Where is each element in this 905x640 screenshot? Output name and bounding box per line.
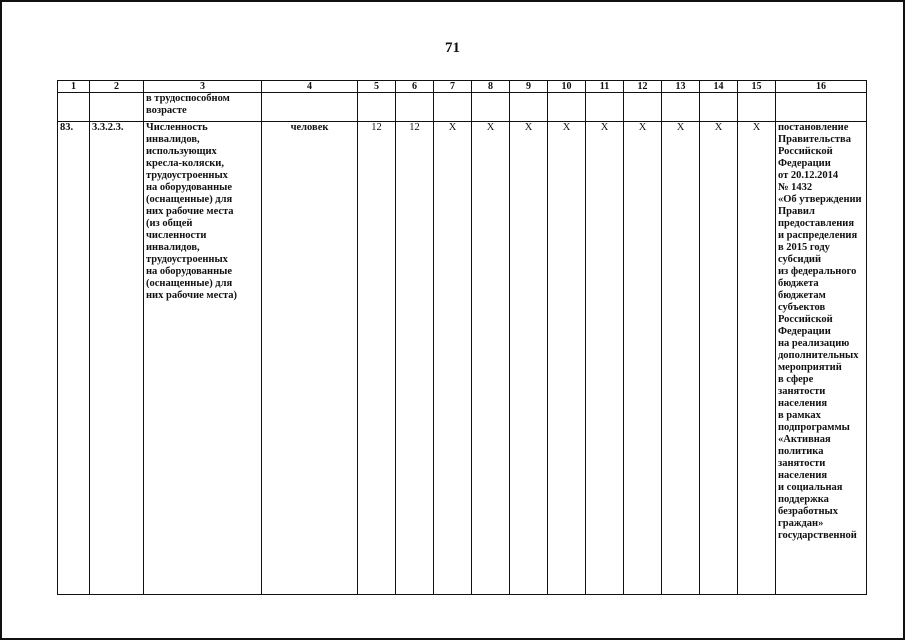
text-line: Федерации — [778, 158, 831, 169]
text-line: из федерального — [778, 266, 857, 277]
column-header: 3 — [144, 81, 262, 93]
column-header: 1 — [58, 81, 90, 93]
text-line: занятости — [778, 386, 826, 397]
column-header: 8 — [472, 81, 510, 93]
cell-empty — [90, 93, 144, 122]
text-line: в 2015 году — [778, 242, 830, 253]
column-header: 11 — [586, 81, 624, 93]
cell-empty — [396, 93, 434, 122]
source-document-cell — [776, 122, 867, 595]
text-line: (из общей — [146, 218, 193, 229]
cell-empty — [700, 93, 738, 122]
text-line: населения — [778, 398, 828, 409]
cell-empty — [510, 93, 548, 122]
text-line: бюджетам — [778, 290, 826, 301]
text-line: Правил — [778, 206, 815, 217]
column-header: 10 — [548, 81, 586, 93]
cell-empty — [262, 93, 358, 122]
unit-cell: человек — [262, 122, 358, 595]
cell-empty — [586, 93, 624, 122]
value-cell-8: X — [472, 122, 510, 595]
value-cell-6: 12 — [396, 122, 434, 595]
text-line: государственной — [778, 530, 857, 541]
column-header: 5 — [358, 81, 396, 93]
indicator-table — [57, 80, 867, 595]
text-line: № 1432 — [778, 182, 813, 193]
value-cell-9: X — [510, 122, 548, 595]
value-cell-15: X — [738, 122, 776, 595]
text-line: субъектов — [778, 302, 826, 313]
row-code-cell: 3.3.2.3. — [90, 122, 144, 595]
text-line: Численность — [146, 122, 208, 133]
text-line: Правительства — [778, 134, 851, 145]
column-header: 14 — [700, 81, 738, 93]
text-line: Российской — [778, 146, 833, 157]
text-line: в сфере — [778, 374, 814, 385]
text-line: трудоустроенных — [146, 254, 228, 265]
value-cell-12: X — [624, 122, 662, 595]
text-line: населения — [778, 470, 828, 481]
text-line: занятости — [778, 458, 826, 469]
text-line: дополнительных — [778, 350, 859, 361]
text-line: постановление — [778, 122, 849, 133]
cell-empty — [58, 93, 90, 122]
text-line: граждан» — [778, 518, 824, 529]
text-line: «Активная — [778, 434, 831, 445]
text-line: инвалидов, — [146, 134, 200, 145]
column-header: 16 — [776, 81, 867, 93]
value-cell-10: X — [548, 122, 586, 595]
column-header: 15 — [738, 81, 776, 93]
cell-empty — [548, 93, 586, 122]
text-line: численности — [146, 230, 207, 241]
text-line: трудоустроенных — [146, 170, 228, 181]
column-header: 7 — [434, 81, 472, 93]
column-header: 12 — [624, 81, 662, 93]
text-line: политика — [778, 446, 824, 457]
column-number-row — [58, 81, 867, 93]
text-line: кресла-коляски, — [146, 158, 224, 169]
row-number-cell: 83. — [58, 122, 90, 595]
value-cell-5: 12 — [358, 122, 396, 595]
text-line: от 20.12.2014 — [778, 170, 839, 181]
text-line: субсидий — [778, 254, 822, 265]
text-line: на реализацию — [778, 338, 850, 349]
indicator-name-cell — [144, 122, 262, 595]
text-line: безработных — [778, 506, 838, 517]
text-line: инвалидов, — [146, 242, 200, 253]
text-line: и социальная — [778, 482, 843, 493]
table-row-continued — [58, 93, 867, 122]
text-line: использующих — [146, 146, 217, 157]
cell-empty — [662, 93, 700, 122]
text-line: в трудоспособном — [146, 93, 230, 104]
text-line: «Об утверждении — [778, 194, 862, 205]
table-row — [58, 122, 867, 595]
text-line: (оснащенные) для — [146, 278, 233, 289]
cell-empty — [434, 93, 472, 122]
text-line: и распределения — [778, 230, 858, 241]
text-line: предоставления — [778, 218, 855, 229]
text-line: Российской — [778, 314, 833, 325]
page-number: 71 — [445, 40, 460, 56]
value-cell-14: X — [700, 122, 738, 595]
text-line: в рамках — [778, 410, 821, 421]
column-header: 9 — [510, 81, 548, 93]
value-cell-11: X — [586, 122, 624, 595]
text-line: Федерации — [778, 326, 831, 337]
text-line: них рабочие места) — [146, 290, 238, 301]
text-line: (оснащенные) для — [146, 194, 233, 205]
text-line: подпрограммы — [778, 422, 850, 433]
column-header: 4 — [262, 81, 358, 93]
column-header: 6 — [396, 81, 434, 93]
text-line: на оборудованные — [146, 182, 233, 193]
indicator-name-cell — [144, 93, 262, 122]
text-line: бюджета — [778, 278, 819, 289]
value-cell-7: X — [434, 122, 472, 595]
column-header: 13 — [662, 81, 700, 93]
text-line: поддержка — [778, 494, 829, 505]
text-line: мероприятий — [778, 362, 842, 373]
text-line: них рабочие места — [146, 206, 234, 217]
cell-empty — [358, 93, 396, 122]
value-cell-13: X — [662, 122, 700, 595]
cell-empty — [738, 93, 776, 122]
text-line: на оборудованные — [146, 266, 233, 277]
column-header: 2 — [90, 81, 144, 93]
cell-empty — [472, 93, 510, 122]
cell-empty — [776, 93, 867, 122]
text-line: возрасте — [146, 105, 187, 116]
cell-empty — [624, 93, 662, 122]
